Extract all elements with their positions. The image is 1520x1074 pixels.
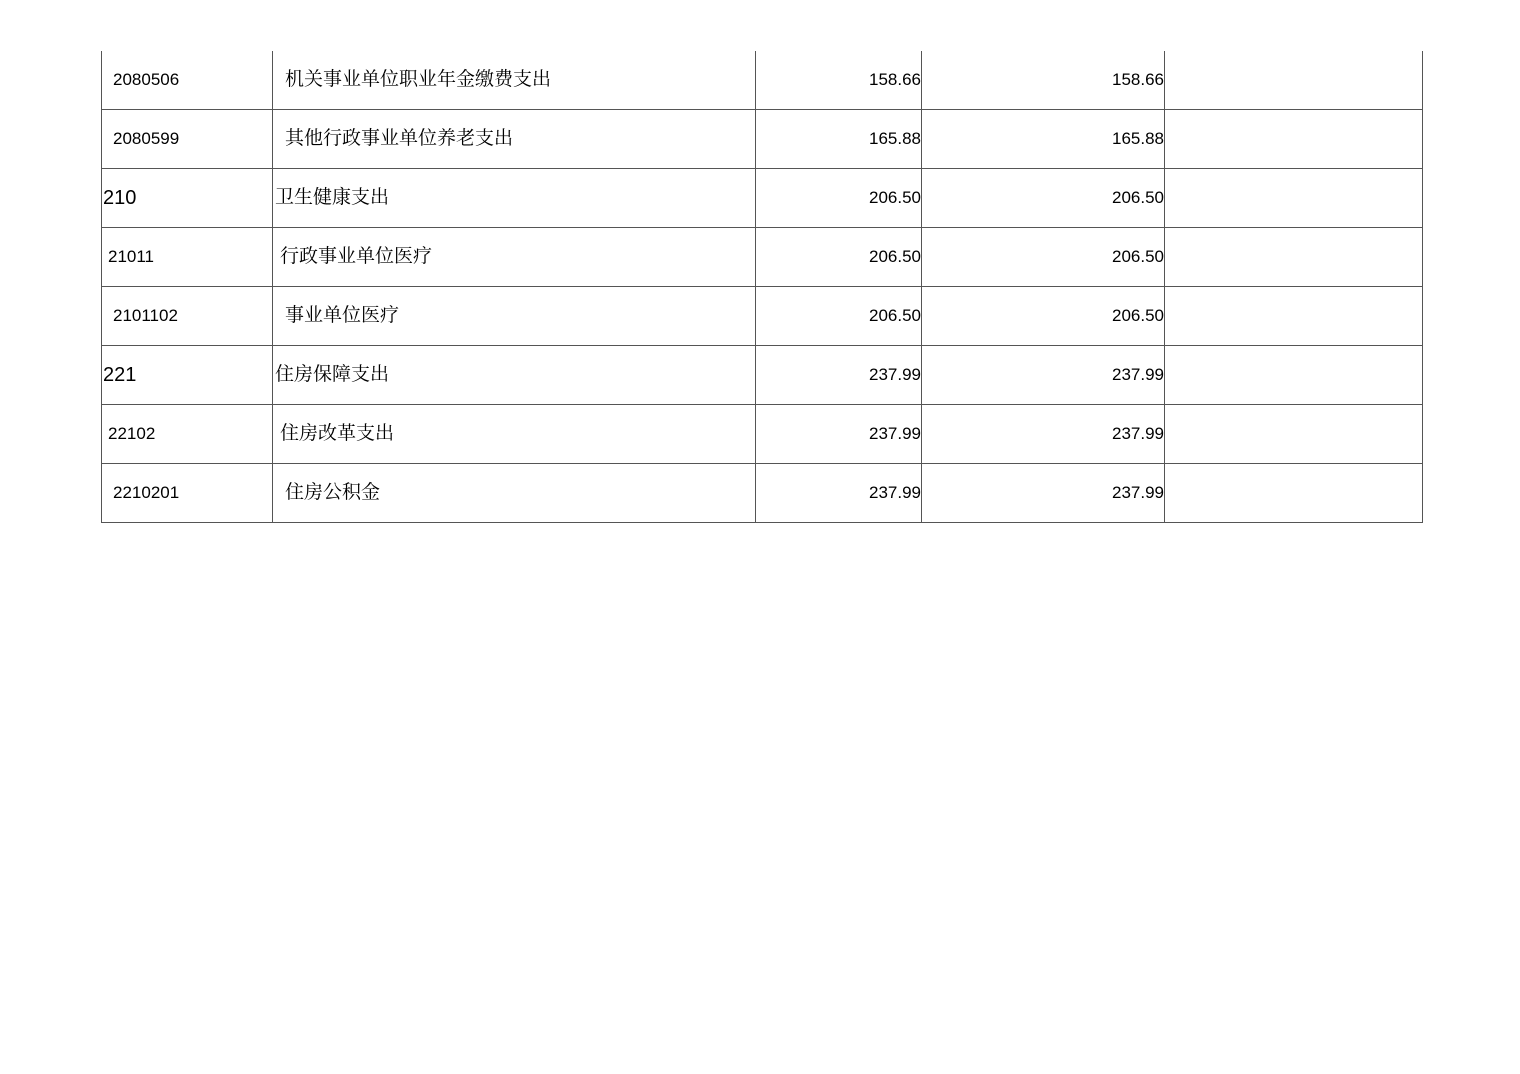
table-row	[102, 228, 1422, 287]
subject-name-cell: 住房保障支出	[273, 346, 756, 404]
project-expenditure-cell	[1165, 346, 1422, 404]
table-row	[102, 169, 1422, 228]
basic-expenditure-cell: 237.99	[922, 346, 1165, 404]
table-row	[102, 464, 1422, 523]
table-row	[102, 287, 1422, 346]
subject-name-cell: 住房改革支出	[273, 405, 756, 463]
budget-table	[101, 51, 1423, 523]
table-row	[102, 346, 1422, 405]
table-row	[102, 110, 1422, 169]
basic-expenditure-cell: 158.66	[922, 51, 1165, 109]
subject-code-cell: 2101102	[102, 287, 273, 345]
total-amount-cell: 206.50	[756, 228, 922, 286]
project-expenditure-cell	[1165, 405, 1422, 463]
total-amount-cell: 237.99	[756, 464, 922, 522]
subject-code-cell: 21011	[102, 228, 273, 286]
subject-name-cell: 卫生健康支出	[273, 169, 756, 227]
total-amount-cell: 237.99	[756, 405, 922, 463]
total-amount-cell: 206.50	[756, 169, 922, 227]
basic-expenditure-cell: 206.50	[922, 228, 1165, 286]
subject-code-cell: 221	[102, 346, 273, 404]
basic-expenditure-cell: 165.88	[922, 110, 1165, 168]
table-row	[102, 51, 1422, 110]
subject-name-cell: 行政事业单位医疗	[273, 228, 756, 286]
total-amount-cell: 237.99	[756, 346, 922, 404]
subject-code-cell: 210	[102, 169, 273, 227]
table-row	[102, 405, 1422, 464]
subject-name-cell: 机关事业单位职业年金缴费支出	[273, 51, 756, 109]
subject-code-cell: 2080599	[102, 110, 273, 168]
total-amount-cell: 165.88	[756, 110, 922, 168]
project-expenditure-cell	[1165, 169, 1422, 227]
subject-name-cell: 住房公积金	[273, 464, 756, 522]
subject-code-cell: 2080506	[102, 51, 273, 109]
subject-code-cell: 22102	[102, 405, 273, 463]
project-expenditure-cell	[1165, 464, 1422, 522]
basic-expenditure-cell: 237.99	[922, 464, 1165, 522]
subject-code-cell: 2210201	[102, 464, 273, 522]
project-expenditure-cell	[1165, 51, 1422, 109]
subject-name-cell: 其他行政事业单位养老支出	[273, 110, 756, 168]
total-amount-cell: 158.66	[756, 51, 922, 109]
total-amount-cell: 206.50	[756, 287, 922, 345]
project-expenditure-cell	[1165, 287, 1422, 345]
basic-expenditure-cell: 237.99	[922, 405, 1165, 463]
subject-name-cell: 事业单位医疗	[273, 287, 756, 345]
basic-expenditure-cell: 206.50	[922, 287, 1165, 345]
project-expenditure-cell	[1165, 110, 1422, 168]
basic-expenditure-cell: 206.50	[922, 169, 1165, 227]
project-expenditure-cell	[1165, 228, 1422, 286]
